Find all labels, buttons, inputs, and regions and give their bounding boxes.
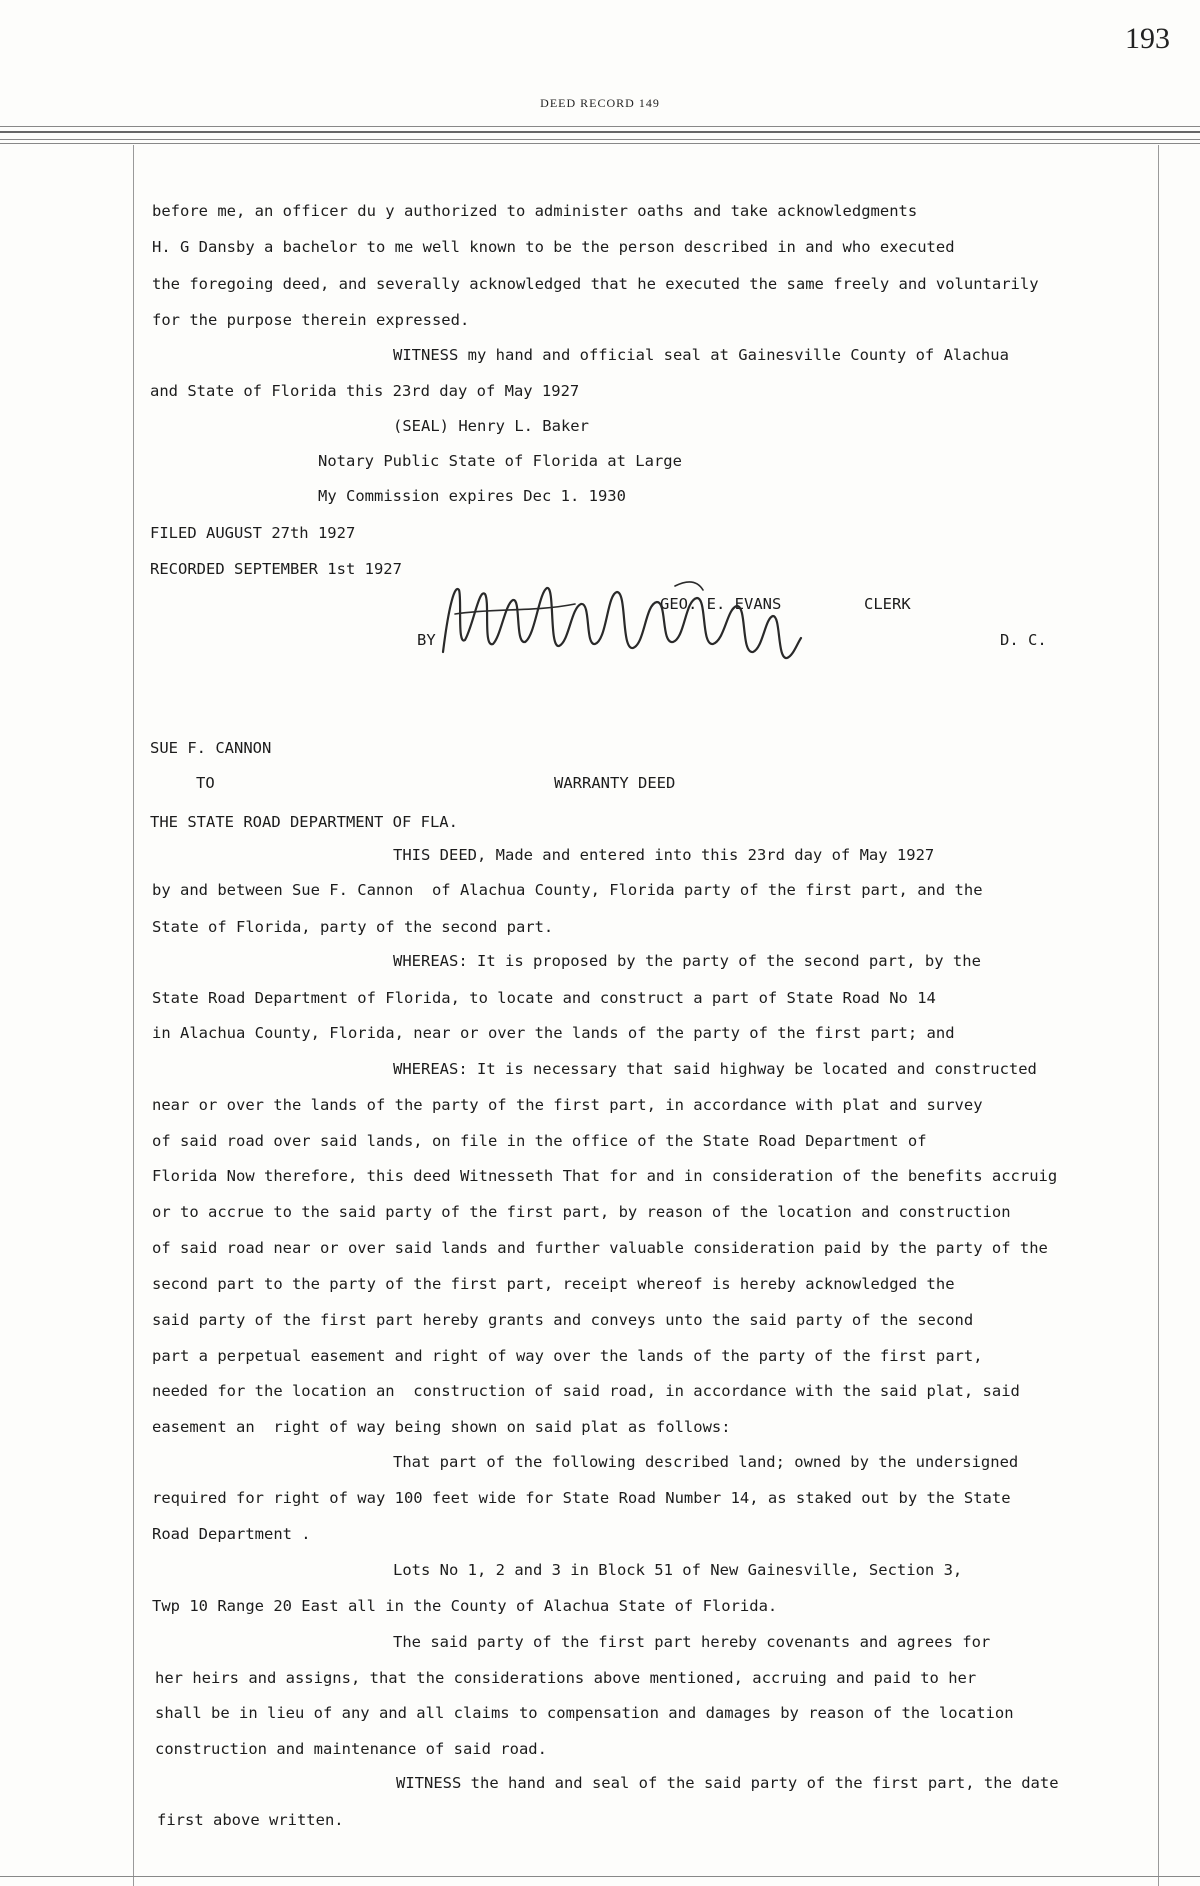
by-label: BY [417,631,436,649]
text-line: of said road near or over said lands and further valuable consideration paid by the party of the [152,1239,1048,1257]
text-line: WITNESS my hand and official seal at Gainesville County of Alachua [393,346,1009,364]
page-header-title: DEED RECORD 149 [540,96,660,110]
text-line: That part of the following described land; owned by the undersigned [393,1453,1019,1471]
clerk-signature [435,574,805,674]
recorded-date: RECORDED SEPTEMBER 1st 1927 [150,560,402,578]
text-line: WITNESS the hand and seal of the said party of the first part, the date [396,1774,1059,1792]
grantee-name: THE STATE ROAD DEPARTMENT OF FLA. [150,813,458,831]
footer-rule [0,1876,1200,1877]
page-number: 193 [1125,22,1170,55]
left-margin-line [133,145,134,1886]
text-line: required for right of way 100 feet wide for State Road Number 14, as staked out by the State [152,1489,1011,1507]
text-line: WHEREAS: It is proposed by the party of the second part, by the [393,952,981,970]
header-rule [0,143,1200,144]
header-rule [0,131,1200,133]
text-line: and State of Florida this 23rd day of May 1927 [150,382,580,400]
header-rule [0,139,1200,140]
text-line: Road Department . [152,1525,311,1543]
text-line: before me, an officer du y authorized to administer oaths and take acknowledgments [152,202,918,220]
commission-line: My Commission expires Dec 1. 1930 [318,487,626,505]
text-line: for the purpose therein expressed. [152,311,470,329]
text-line: her heirs and assigns, that the considerations above mentioned, accruing and paid to her [155,1669,977,1687]
deputy-clerk-label: D. C. [1000,631,1047,649]
document-title: WARRANTY DEED [554,774,676,792]
text-line: WHEREAS: It is necessary that said highway be located and constructed [393,1060,1037,1078]
filed-date: FILED AUGUST 27th 1927 [150,524,356,542]
text-line: part a perpetual easement and right of way over the lands of the party of the first part, [152,1347,983,1365]
text-line: THIS DEED, Made and entered into this 23rd day of May 1927 [393,846,935,864]
text-line: of said road over said lands, on file in the office of the State Road Department of [152,1132,927,1150]
text-line: shall be in lieu of any and all claims to compensation and damages by reason of the location [155,1704,1014,1722]
text-line: State of Florida, party of the second part. [152,918,554,936]
property-description: Twp 10 Range 20 East all in the County of Alachua State of Florida. [152,1597,778,1615]
notary-seal-line: (SEAL) Henry L. Baker [393,417,589,435]
clerk-name: GEO. E. EVANS [660,595,782,613]
text-line: or to accrue to the said party of the first part, by reason of the location and construction [152,1203,1011,1221]
clerk-title: CLERK [864,595,911,613]
text-line: the foregoing deed, and severally acknowledged that he executed the same freely and voluntarily [152,275,1039,293]
text-line: in Alachua County, Florida, near or over the lands of the party of the first part; and [152,1024,955,1042]
text-line: needed for the location an construction of said road, in accordance with the said plat, said [152,1382,1020,1400]
header-rule [0,126,1200,127]
text-line: State Road Department of Florida, to locate and construct a part of State Road No 14 [152,989,936,1007]
notary-title-line: Notary Public State of Florida at Large [318,452,682,470]
text-line: said party of the first part hereby grants and conveys unto the said party of the second [152,1311,974,1329]
text-line: H. G Dansby a bachelor to me well known to be the person described in and who executed [152,238,955,256]
text-line: Florida Now therefore, this deed Witnesseth That for and in consideration of the benefits accruig [152,1167,1058,1185]
text-line: by and between Sue F. Cannon of Alachua County, Florida party of the first part, and the [152,881,983,899]
text-line: The said party of the first part hereby covenants and agrees for [393,1633,991,1651]
text-line: second part to the party of the first part, receipt whereof is hereby acknowledged the [152,1275,955,1293]
grantor-name: SUE F. CANNON [150,739,272,757]
property-description: Lots No 1, 2 and 3 in Block 51 of New Gainesville, Section 3, [393,1561,963,1579]
to-label: TO [196,774,215,792]
text-line: construction and maintenance of said road. [155,1740,547,1758]
text-line: first above written. [157,1811,344,1829]
right-margin-line [1158,145,1159,1886]
text-line: easement an right of way being shown on said plat as follows: [152,1418,731,1436]
text-line: near or over the lands of the party of the first part, in accordance with plat and survey [152,1096,983,1114]
